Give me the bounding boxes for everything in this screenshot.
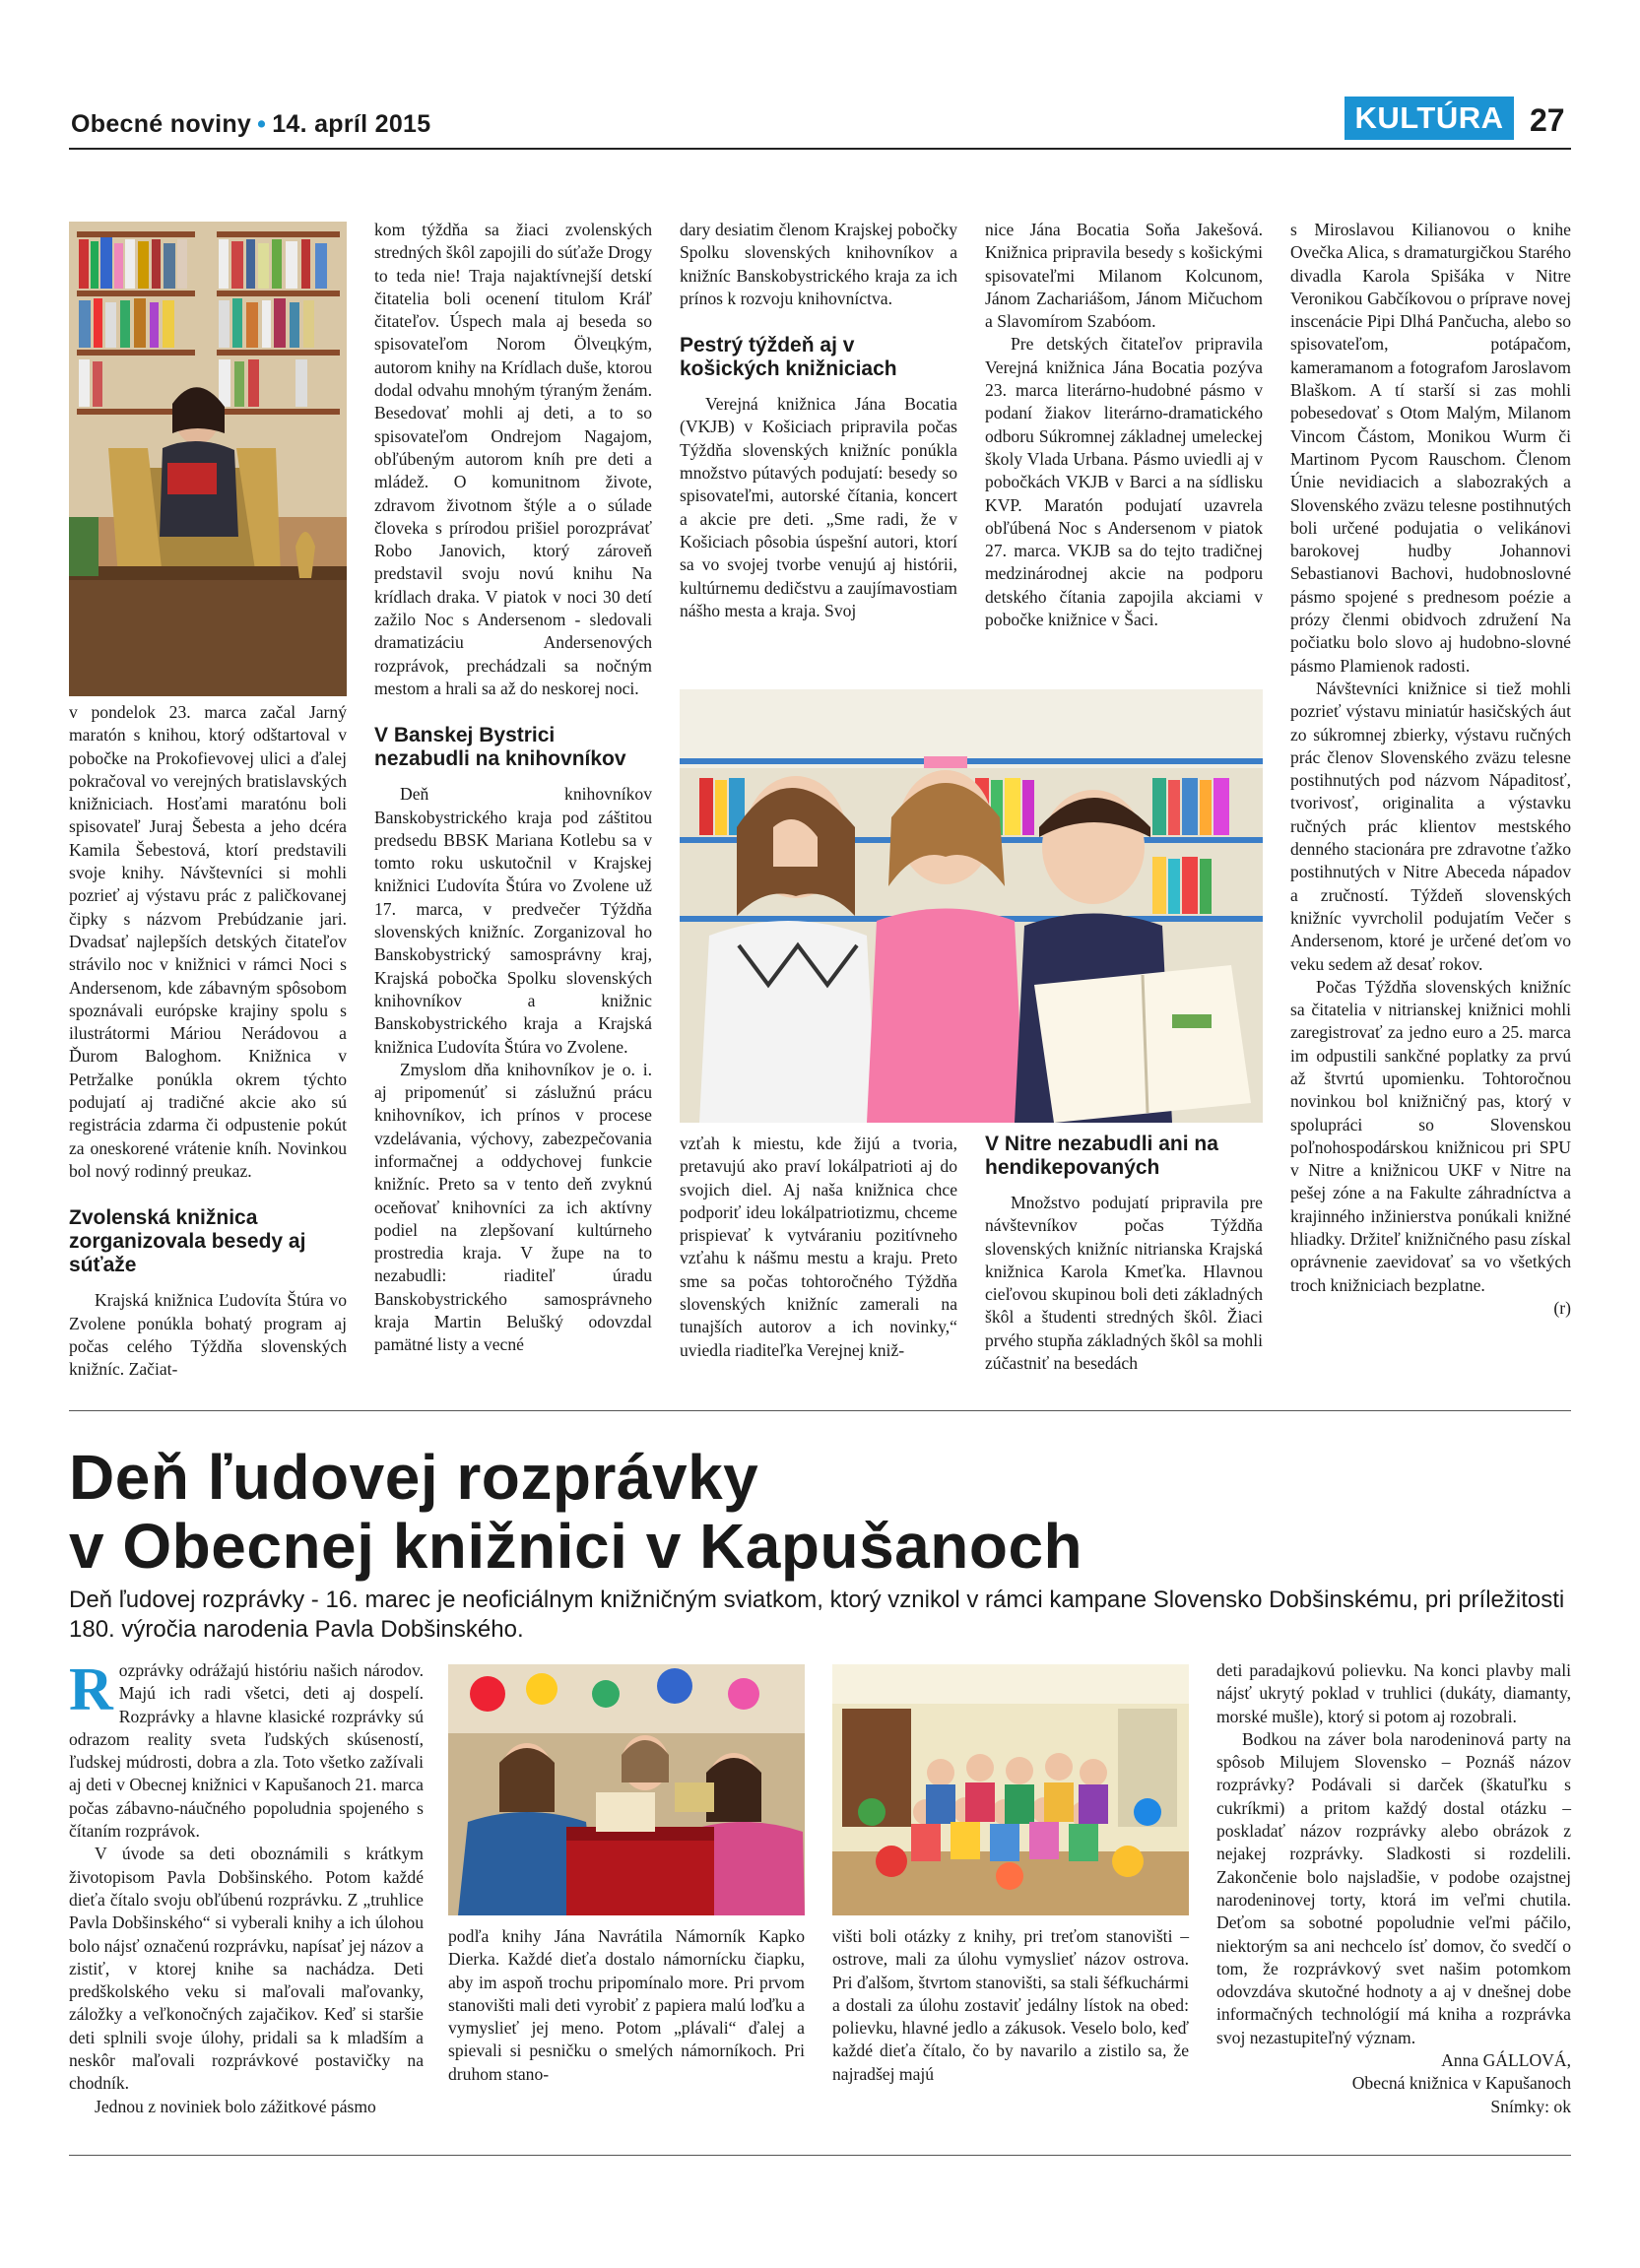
headline-line-2: v Obecnej knižnici v Kapušanoch bbox=[69, 1511, 1083, 1582]
bullet-icon: • bbox=[257, 110, 267, 138]
paragraph: podľa knihy Jána Navrátila Námorník Kapko Dierka. Každé dieťa dostalo námornícku čiapku, aby im aspoň trochu pripomínalo more. Pri prvom stanovišti mali deti vyrobiť z papiera malú loďku a vymyslieť jej meno. Potom „plávali“ ďalej a spievali si pesničku o smelých námorníkoch. Pri druhom stano- bbox=[448, 1926, 805, 2084]
article-lead: Deň ľudovej rozprávky - 16. marec je neoficiálnym knižničným sviatkom, ktorý vznikol v rámci kampane Slovensko Dobšinskému, pri príležitosti 180. výročia narodenia Pavla Dobšinského. bbox=[69, 1587, 1565, 1643]
article-column-2 bbox=[448, 1925, 805, 2086]
page-number: 27 bbox=[1530, 102, 1565, 138]
masthead bbox=[71, 110, 430, 139]
drop-cap: R bbox=[69, 1656, 113, 1723]
paragraph: Počas Týždňa slovenských knižníc sa čitatelia v nitrianskej knižnici mohli zaregistrovať za jedno euro a 25. marca im odpustili sankčné poplatky za prvú až štvrtú upomienku. Tohtoročnou novinkou bol knižničný pas, ktorý v spolupráci so Slovenskou poľnohospodárskou knižnicou pri SPU v Nitre a knižnicou UKF v Nitre na pešej zóne a na Fakulte záhradníctva a krajinného inžinierstva ponúkali knižné hliadky. Držiteľ knižničného pasu získal oprávnenie zaevidovať sa vo všetkých troch knižniciach bezplatne. bbox=[1290, 976, 1571, 1295]
article-headline bbox=[69, 1443, 1082, 1581]
top-column-1 bbox=[69, 701, 347, 1381]
paragraph: Verejná knižnica Jána Bocatia (VKJB) v Košiciach pripravila počas Týždňa slovenských knižníc ponúkla množstvo pútavých podujatí: besedy so spisovateľmi, autorské čítania, koncert a akcie pre deti. „Sme radi, že v Košiciach pôsobia úspešní autori, ktorí sa vo svojej tvorbe venujú aj histórii, kultúrnemu dedičstvu a zaujímavostiam nášho mesta a kraja. Svoj bbox=[680, 394, 957, 620]
issue-date: 14. apríl 2015 bbox=[272, 110, 431, 138]
top-column-4 bbox=[985, 219, 1263, 631]
subheading: V Nitre nezabudli ani na hendikepovaných bbox=[985, 1133, 1218, 1179]
photo-reading-woman bbox=[69, 222, 347, 696]
photo-children-reading bbox=[680, 689, 1263, 1123]
footer-rule bbox=[69, 2155, 1571, 2156]
paragraph bbox=[69, 1656, 424, 1843]
paragraph: Zmyslom dňa knihovníkov je o. i. aj pripomenúť si záslužnú prácu knihovníkov, ich prínos v procese vzdelávania, výchovy, zabezpečovania informačnej a oddychovej funkcie knižníc. Preto sa v tento deň zvyknú oceňovať knihovníci za ich aktívny podiel na zlepšovaní kultúrneho prostredia kraja. V župe na to nezabudli: riaditeľ úradu Banskobystrického samosprávneho kraja Martin Belušký odovzdal pamätné listy a vecné bbox=[374, 1059, 652, 1355]
top-column-3 bbox=[680, 219, 957, 622]
paragraph: višti boli otázky z knihy, pri treťom stanovišti – ostrove, mali za úlohu vymyslieť názov ostrova. Pri ďalšom, štvrtom stanovišti, sa stali šéfkuchármi a dostali za úlohu zostaviť jedálny lístok na obed: polievku, hlavné jedlo a zákusok. Veselo bolo, keď každé dieťa čítalo, čo by navarilo a zistilo sa, že najradšej majú bbox=[832, 1926, 1189, 2084]
header-rule bbox=[69, 148, 1571, 150]
photo-group-balloons bbox=[832, 1664, 1189, 1915]
subheading: Pestrý týždeň aj v košických knižniciach bbox=[680, 334, 897, 381]
paragraph: kom týždňa sa žiaci zvolenských stredných škôl zapojili do súťaže Drogy to teda nie! Traja najaktívnejší detskí čitatelia boli ocenení titulom Kráľ čitateľov. Úspech mala aj beseda so spisovateľom Norom Ölvецkým, autorom knihy na Krídlach duše, ktorou dodal odvahu mnohým týraným ženám. Besedovať mohli aj deti, a to so spisovateľom Ondrejom Nagajom, obľúbeným autorom kníh pre deti a mládež. O komunitnom živote, zdravom životnom štýle a o súlade človeka s prírodou prišiel porozprávať Robo Janovich, ktorý zároveň predstavil svoju novú knihu Na krídlach draka. V piatok v noci 30 detí zažilo Noc s Andersenom - sledovali dramatizáciu Andersenových rozprávok, prechádzali sa nočným mestom a hrali sa až do neskorej noci. bbox=[374, 220, 652, 698]
paragraph: dary desiatim členom Krajskej pobočky Spolku slovenských knihovníkov a knižníc Banskobystrického kraja za ich prínos k rozvoju knihovníctva. bbox=[680, 220, 957, 308]
article-column-3 bbox=[832, 1925, 1189, 2086]
top-column-3b bbox=[680, 1133, 957, 1362]
paragraph: Množstvo podujatí pripravila pre návštevníkov počas Týždňa slovenských knižníc nitrianska Krajská knižnica Karola Kmeťka. Hlavnou cieľovou skupinou boli deti základných škôl a študenti stredných škôl. Žiaci prvého stupňa základných škôl sa mohli zúčastniť na besedách bbox=[985, 1193, 1263, 1374]
section-divider bbox=[69, 1410, 1571, 1411]
paragraph: vzťah k miestu, kde žijú a tvoria, pretavujú ako praví lokálpatrioti aj do svojich diel. Aj naša knižnica chce podporiť ideu lokálpatriotizmu, chceme prispievať k vytváraniu pozitívneho vzťahu k nášmu mestu a kraju. Preto sme sa počas tohtoročného Týždňa slovenských knižníc zamerali na tunajších autorov a ich novinky,“ uviedla riaditeľka Verejnej kniž- bbox=[680, 1134, 957, 1360]
paragraph: nice Jána Bocatia Soňa Jakešová. Knižnica pripravila besedy s košickými spisovateľmi Milanom Kolcunom, Jánom Zachariášom, Jánom Mičuchom a Slavomírom Szabóom. bbox=[985, 220, 1263, 332]
paragraph: Bodkou na záver bola narodeninová party na spôsob Milujem Slovensko – Poznáš názov rozprávky? Podávali si darček (škatuľku s cukríkmi) a pritom každý dostal otázku – poskladať názov rozprávky alebo obrázok z nejakej rozprávky. Sladkosti si rozdelili. Zakončenie bolo najsladšie, v podobe ozajstnej narodeninovej torty, ktorá im veľmi chutila. Deťom sa sobotné popoludnie veľmi páčilo, niektorým sa ani nechcelo ísť domov, čo svedčí o tom, že rozprávkový svet našim potomkom odovzdáva skutočné hodnoty a aj v dnešnej dobe informačných technológií má kniha a rozprávka svoj nezastupiteľný význam. bbox=[1216, 1728, 1571, 2047]
signature: (r) bbox=[1553, 1297, 1571, 1318]
top-column-2 bbox=[374, 219, 652, 1357]
paragraph-text: ozprávky odrážajú históriu našich národov. Majú ich radi všetci, deti aj dospelí. Rozprávky a hlavne klasické rozprávky sú odrazom reality sveta ľudských skúseností, ľudskej múdrosti, dobra a zla. Toto všetko zažívali aj deti v Obecnej knižnici v Kapušanoch 21. marca počas zábavno-náučného popoludnia spojeného s čítaním rozprávok. bbox=[69, 1660, 424, 1842]
section-label: KULTÚRA bbox=[1345, 97, 1514, 140]
paragraph: s Miroslavou Kilianovou o knihe Ovečka Alica, s dramaturgičkou Starého divadla Karola Spišáka v Nitre Veronikou Gabčíkovou o príprave novej inscenácie Pipi Dlhá Pančucha, alebo so spisovateľom, potápačom, kameramanom a fotografom Jaroslavom Blaškom. A tí starší si zas mohli pobesedovať s Otom Malým, Milanom Vincom Částom, Monikou Wurm či Martinom Pycom Rauschom. Členom Únie nevidiacich a slabozrakých a Slovenského zväzu telesne postihnutých boli určené podujatia o velikánovi barokovej hudby Johannovi Sebastianovi Bachovi, hudobnoslovné pásmo spojené s prednesom poézie a prózy členmi obidvoch združení Na počiatku bolo slovo aj hudobno-slovné pásmo Plamienok radosti. bbox=[1290, 220, 1571, 676]
top-column-5 bbox=[1290, 219, 1571, 1320]
subheading: V Banskej Bystrici nezabudli na knihovníkov bbox=[374, 724, 626, 771]
headline-line-1: Deň ľudovej rozprávky bbox=[69, 1442, 759, 1513]
paragraph: deti paradajkovú polievku. Na konci plavby mali nájsť ukrytý poklad v truhlici (dukáty, diamanty, morské mušle), ktorý si potom aj rozobrali. bbox=[1216, 1660, 1571, 1726]
paragraph: Deň knihovníkov Banskobystrického kraja pod záštitou predsedu BBSK Mariana Kotlebu sa v tomto roku uskutočnil v Krajskej knižnici Ľudovíta Štúra vo Zvolene už 17. marca, v predvečer Týždňa slovenských knižníc. Zorganizoval ho Banskobystrický samosprávny kraj, Krajská pobočka Spolku slovenských knihovníkov a knižnic Banskobystrického kraja a Krajská knižnica Ľudovíta Štúra vo Zvolene. bbox=[374, 784, 652, 1057]
photo-credit: Snímky: ok bbox=[1490, 2096, 1571, 2116]
photo-treasure-chest bbox=[448, 1664, 805, 1915]
paragraph: Krajská knižnica Ľudovíta Štúra vo Zvolene ponúkla bohatý program aj počas celého Týždňa slovenských knižníc. Začiat- bbox=[69, 1290, 347, 1380]
subheading: Zvolenská knižnica zorganizovala besedy aj súťaže bbox=[69, 1206, 306, 1277]
publication-name: Obecné noviny bbox=[71, 110, 252, 138]
author-organization: Obecná knižnica v Kapušanoch bbox=[1351, 2073, 1571, 2094]
paragraph: V úvode sa deti oboznámili s krátkym životopisom Pavla Dobšinského. Potom každé dieťa čítalo svoju obľúbenú rozprávku. Z „truhlice Pavla Dobšinského“ si vyberali knihy a ich úlohou bolo nájsť označenú rozprávku, napísať jej názov a zistiť, v ktorej knihe sa nachádza. Deti predškolského veku si maľovali maľovanky, záložky a veľkonočných zajačikov. Keď si staršie deti splnili svoje úlohy, pridali sa k mladším a neskôr maľovali rozprávkové postavičky na chodník. bbox=[69, 1844, 424, 2094]
article-column-4 bbox=[1216, 1659, 1571, 2118]
article-column-1 bbox=[69, 1656, 424, 2118]
paragraph: Jednou z noviniek bolo zážitkové pásmo bbox=[95, 2096, 376, 2116]
paragraph: v pondelok 23. marca začal Jarný maratón s knihou, ktorý odštartoval v pobočke na Prokofievovej ulici a ďalej pokračoval vo verejných bratislavských knižniciach. Hosťami maratónu boli spisovateľ Juraj Šebesta a jeho dcéra Kamila Šebestová, ktorí predstavili svoje knihy. Návštevníci si mohli pozrieť aj výstavu prác z paličkovanej čipky s názvom Prebúdzanie jari. Dvadsať najlepších detských čitateľov strávilo noc v knižnici v rámci Noci s Andersenom, kde zábavným spôsobom spoznávali európske krajiny spolu s ilustrátormi Máriou Nerádovou a Ďurom Baloghom. Knižnica v Petržalke ponúkla okrem týchto podujatí aj tradičné akcie ako sú registrácia zdarma či odpustenie pokút za oneskorené vrátenie kníh. Novinkou bol nový rodinný preukaz. bbox=[69, 702, 347, 1181]
paragraph: Pre detských čitateľov pripravila Verejná knižnica Jána Bocatia pozýva 23. marca literárno-hudobné pásmo v podaní žiakov literárno-dramatického odboru Súkromnej základnej umeleckej školy Vlada Urbana. Pásmo uviedli aj v pobočkách VKJB v Barci a na sídlisku KVP. Maratón podujatí uzavrela obľúbená Noc s Andersenom v piatok 27. marca. VKJB sa do tejto tradičnej medzinárodnej akcie na podporu detského čítania zapojila akciami v pobočke knižnice v Šaci. bbox=[985, 334, 1263, 630]
top-column-4b bbox=[985, 1133, 1263, 1375]
author-name: Anna GÁLLOVÁ, bbox=[1441, 2050, 1571, 2071]
paragraph: Návštevníci knižnice si tiež mohli pozrieť výstavu miniatúr hasičských áut zo súkromnej zbierky, výstavu ručných prác členov Slovenského zväzu telesne postihnutých pod názvom Nápaditosť, tvorivosť, originalita a výstavku ručných prác klientov mestského denného stacionára pre zdravotne ťažko postihnutých v Nitre Abeceda nápadov a zručností. Týždeň slovenských knižníc vyvrcholil podujatím Večer s Andersenom, ktoré je určené deťom vo veku sedem až desať rokov. bbox=[1290, 678, 1571, 974]
